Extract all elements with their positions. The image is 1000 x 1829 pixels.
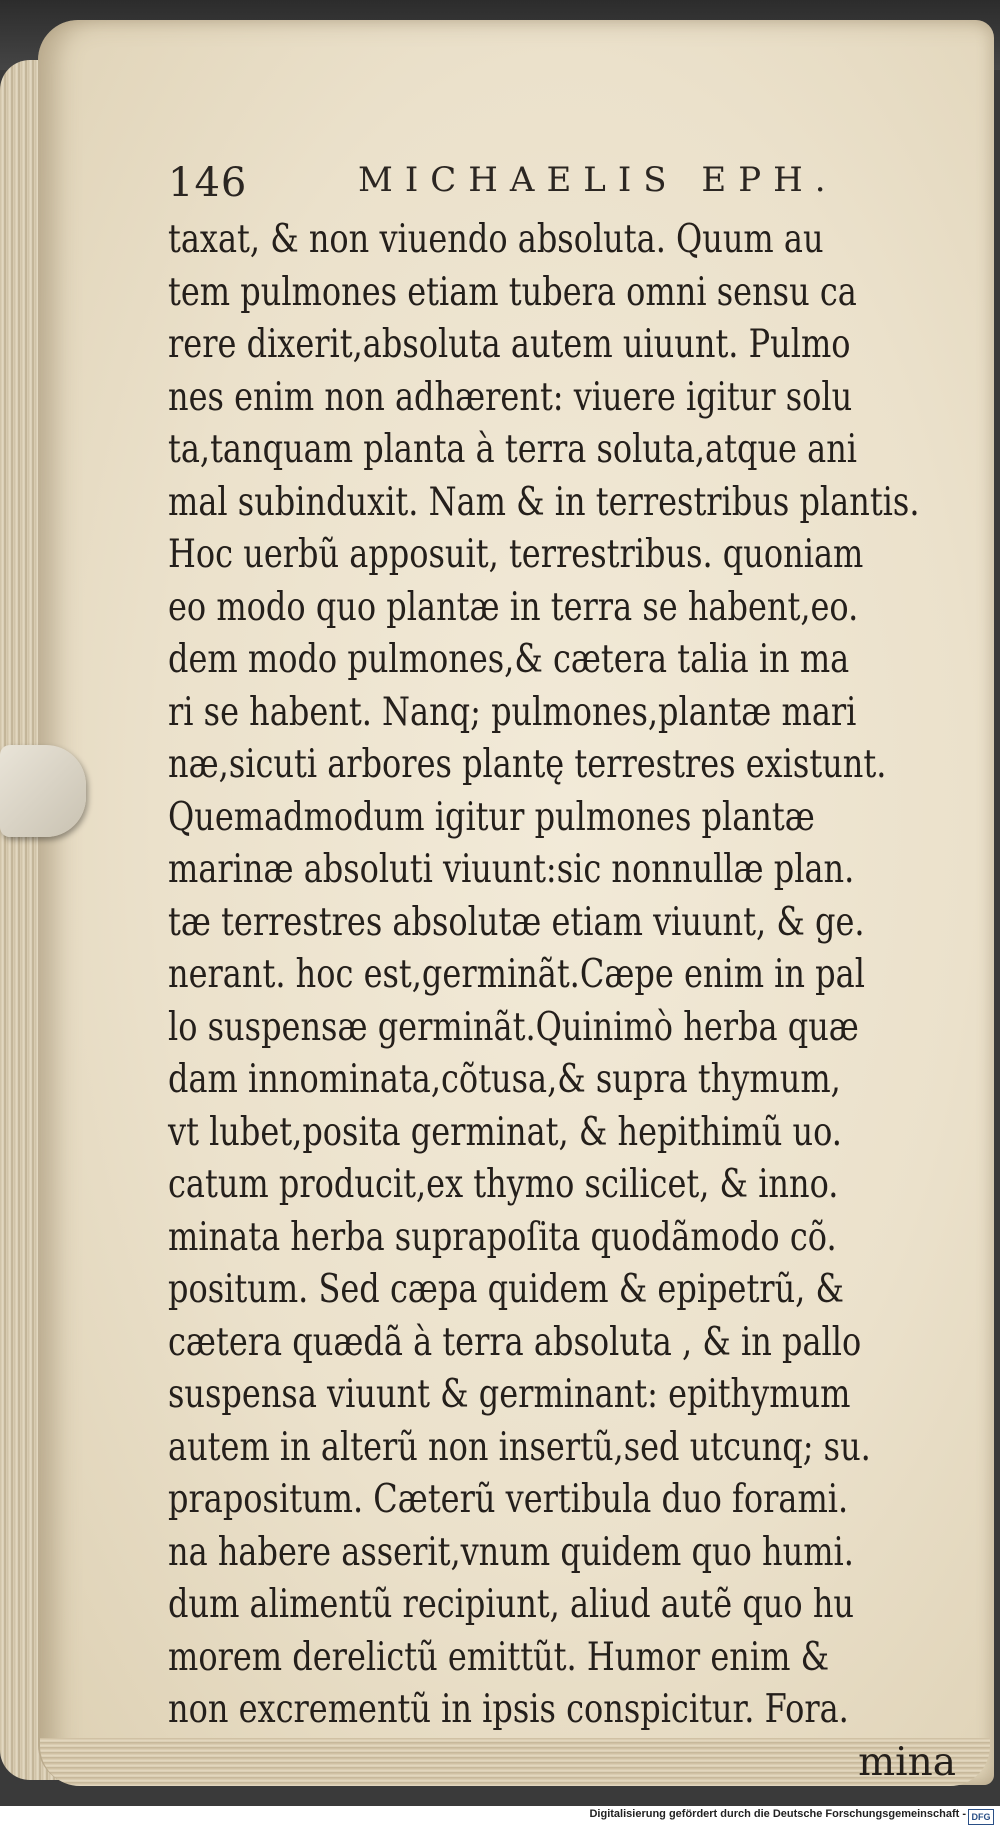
text-line: mal subinduxit. Nam & in terrestribus plantis. [168,479,920,525]
text-line: ta,tanquam planta à terra soluta,atque ani [168,427,858,472]
text-line: na habere asserit,vnum quidem quo humi. [168,1529,854,1575]
text-line: vt lubet,posita germinat, & hepithimũ uo. [168,1109,842,1155]
running-head: MICHAELIS EPH. [358,160,838,200]
text-line: suspensa viuunt & germinant: epithymum [168,1372,851,1417]
footer-bar [0,1806,1000,1829]
text-line: ri se habent. Nanq; pulmones,plantæ mari [168,689,857,735]
text-line: næ,sicuti arbores plantę terrestres existunt. [168,742,887,787]
text-line: lo suspensæ germinãt.Quinimò herba quæ [168,1004,859,1050]
text-line: eo modo quo plantæ in terra se habent,eo. [168,584,859,630]
text-line: dem modo pulmones,& cætera talia in ma [168,637,850,682]
text-line: marinæ absoluti viuunt:sic nonnullæ plan. [168,847,855,892]
catchword: mina [858,1739,956,1785]
text-line: catum producit,ex thymo scilicet, & inno. [168,1162,839,1207]
body-text [168,214,968,1789]
page-number: 146 [168,160,248,206]
text-line: cætera quædã à terra absoluta , & in pallo [168,1319,862,1365]
text-line: tæ terrestres absolutæ etiam viuunt, & ge. [168,899,865,945]
page-tab-marker [0,745,86,837]
text-line: Hoc uerbũ apposuit, terrestribus. quoniam [168,532,864,577]
text-line: minata herba suprapoſita quodãmodo cõ. [168,1214,837,1260]
dfg-logo-icon: DFG [968,1809,994,1825]
text-line: nes enim non adhærent: viuere igitur solu [168,374,853,420]
text-line: non excrementũ in ipsis conspicitur. Fora. [168,1687,849,1732]
text-line: taxat, & non viuendo absoluta. Quum au [168,217,824,262]
text-line: tem pulmones etiam tubera omni sensu ca [168,269,857,315]
text-line: prapositum. Cæterũ vertibula duo forami. [168,1477,849,1522]
text-line: dum alimentũ recipiunt, aliud autẽ quo hu [168,1582,855,1627]
text-line: autem in alterũ non insertũ,sed utcunq; su. [168,1424,871,1470]
text-line: rere dixerit,absoluta autem uiuunt. Pulmo [168,322,851,367]
text-line: dam innominata,cõtusa,& supra thymum, [168,1057,841,1102]
text-line: Quemadmodum igitur pulmones plantæ [168,794,815,840]
text-line: nerant. hoc est,germinãt.Cæpe enim in pal [168,952,865,997]
footer-credit: Digitalisierung gefördert durch die Deutsche Forschungsgemeinschaft - [589,1808,966,1820]
page-header [168,160,858,210]
text-line: positum. Sed cæpa quidem & epipetrũ, & [168,1267,844,1312]
text-line: morem derelictũ emittũt. Humor enim & [168,1634,830,1680]
